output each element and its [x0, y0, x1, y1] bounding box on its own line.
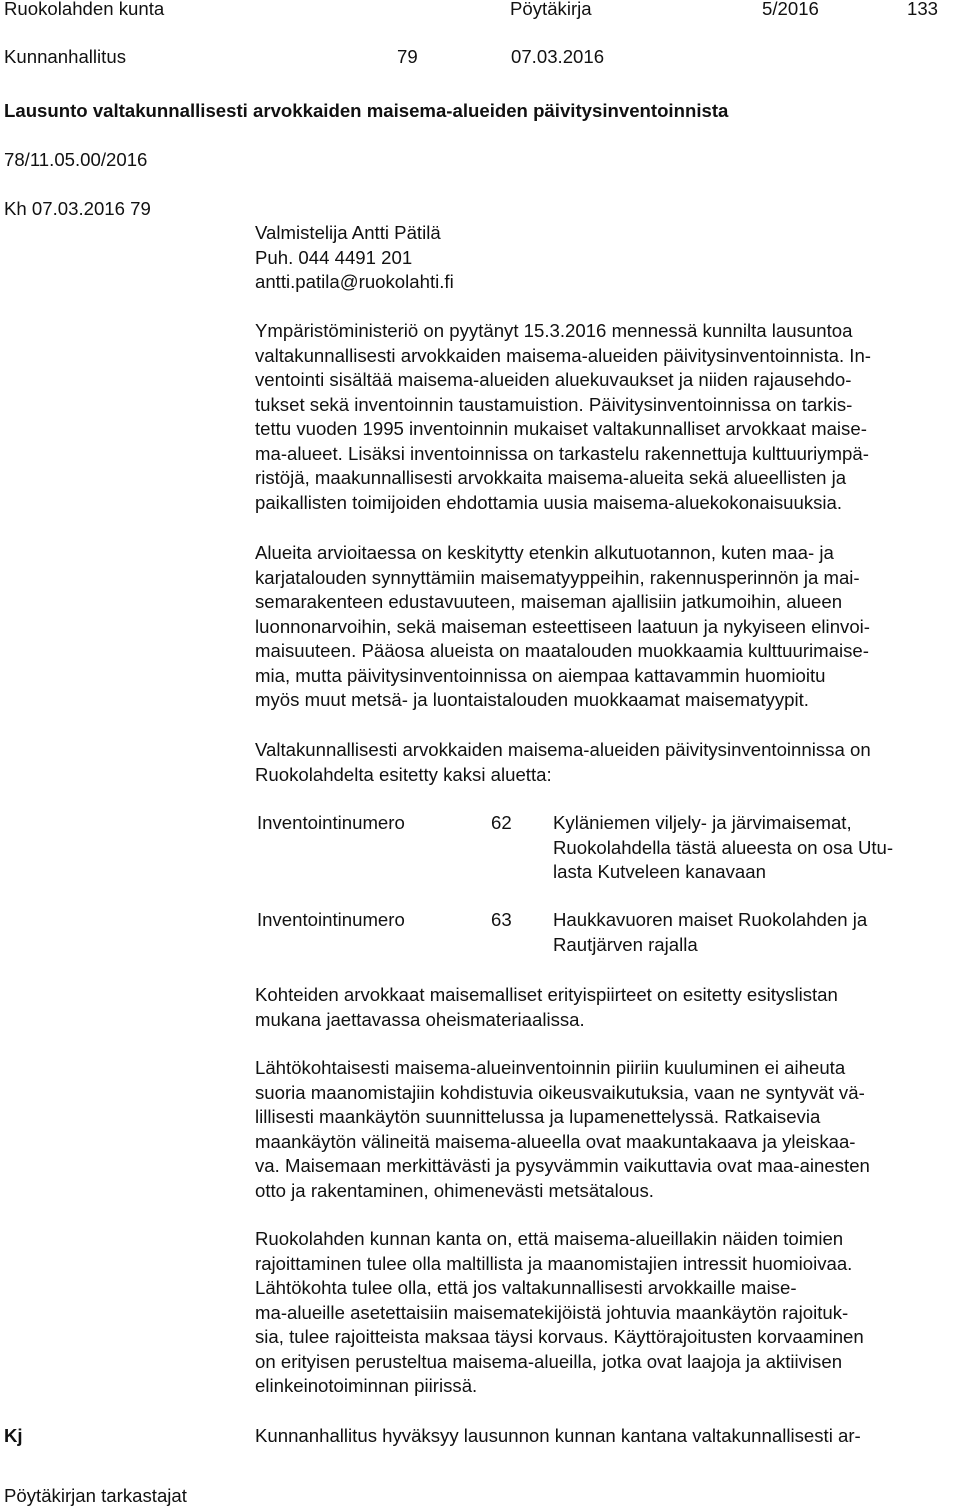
inventory-label: Inventointinumero [257, 909, 405, 930]
page-number: 133 [907, 0, 939, 19]
preparer-phone: Puh. 044 4491 201 [255, 247, 413, 268]
paragraph-assessment [255, 541, 960, 713]
paragraph-areas-intro [255, 738, 960, 787]
text-line: myös muut metsä- ja luontaistalouden muokkaamat maisematyypit. [255, 689, 809, 710]
paragraph-legal-effects [255, 1056, 960, 1203]
text-line: valtakunnallisesti arvokkaiden maisema-alueiden päivitysinventoinnista. In- [255, 344, 871, 366]
text-line: lasta Kutveleen kanavaan [553, 861, 766, 882]
text-line: suoria maanomistajiin kohdistuvia oikeusvaikutuksia, vaan ne syntyvät vä- [255, 1081, 865, 1103]
document-title: Lausunto valtakunnallisesti arvokkaiden maisema-alueiden päivitysinventoinnista [4, 100, 729, 121]
preparer-email: antti.patila@ruokolahti.fi [255, 271, 454, 292]
text-line: Ruokolahdella tästä alueesta on osa Utu- [553, 836, 894, 858]
text-line: semarakenteen edustavuuteen, maiseman ajallisiin jatkumoihin, alueen [255, 591, 843, 612]
inventory-number: 62 [491, 812, 512, 833]
text-line: Ruokolahden kunnan kanta on, että maisema-alueillakin näiden toimien [255, 1228, 844, 1249]
inventory-description [553, 811, 893, 885]
proposal-label: Kj [4, 1425, 23, 1446]
text-line: otto ja rakentaminen, ohimenevästi metsätalous. [255, 1179, 654, 1201]
text-line: paikallisten toimijoiden ehdottamia uusia maisema-aluekokonaisuuksia. [255, 491, 843, 513]
text-line: Lähtökohta tulee olla, että jos valtakunnallisesti arvokkaille maise- [255, 1277, 797, 1298]
text-line: elinkeinotoiminnan piirissä. [255, 1375, 478, 1396]
text-line: on erityisen perusteltua maisema-alueilla, jotka ovat laajoja ja aktiivisen [255, 1350, 843, 1372]
text-line: tettu vuoden 1995 inventoinnin mukaiset valtakunnalliset arvokkaat maise- [255, 418, 867, 439]
text-line: sia, tulee rajoitteista maksaa täysi korvaus. Käyttörajoitusten korvaaminen [255, 1326, 864, 1347]
text-line: luonnonarvoihin, sekä maiseman esteettiseen laatuun ja nykyiseen elinvoi- [255, 615, 870, 637]
text-line: Rautjärven rajalla [553, 933, 698, 955]
text-line: Kyläniemen viljely- ja järvimaisemat, [553, 812, 852, 833]
text-line: Ruokolahdelta esitetty kaksi aluetta: [255, 763, 552, 785]
paragraph-municipality-position [255, 1227, 960, 1399]
text-line: tukset sekä inventoinnin taustamuistion. Päivitysinventoinnissa on tarkis- [255, 393, 853, 415]
text-line: Valtakunnallisesti arvokkaiden maisema-alueiden päivitysinventoinnissa on [255, 739, 871, 760]
text-line: va. Maisemaan merkittävästi ja pysyvämmin vaikuttavia ovat maa-ainesten [255, 1155, 870, 1176]
inventory-row [257, 908, 957, 958]
text-line: Ympäristöministeriö on pyytänyt 15.3.2016 mennessä kunnilta lausuntoa [255, 320, 853, 341]
text-line: Lähtökohtaisesti maisema-alueinventoinnin piiriin kuuluminen ei aiheuta [255, 1057, 846, 1078]
meeting-date: 07.03.2016 [511, 46, 605, 67]
document-type: Pöytäkirja [510, 0, 592, 19]
text-line: mukana jaettavassa oheismateriaalissa. [255, 1008, 585, 1030]
document-number: 5/2016 [762, 0, 819, 19]
text-line: mia, mutta päivitysinventoinnissa on aiempaa kattavammin huomioitu [255, 664, 826, 686]
paragraph-materials [255, 983, 960, 1032]
inventory-row [257, 811, 957, 885]
inventory-number: 63 [491, 909, 512, 930]
text-line: rajoittaminen tulee olla maltillista ja maanomistajien intressit huomioivaa. [255, 1252, 853, 1274]
text-line: maisuuteen. Pääosa alueista on maatalouden muokkaamia kulttuurimaise- [255, 640, 869, 661]
text-line: ristöjä, maakunnallisesti arvokkaita maisema-alueita sekä alueellisten ja [255, 467, 847, 488]
inventory-description [553, 908, 867, 957]
municipality-name: Ruokolahden kunta [4, 0, 165, 19]
text-line: ventointi sisältää maisema-alueiden aluekuvaukset ja niiden rajausehdo- [255, 369, 852, 390]
text-line: ma-alueet. Lisäksi inventoinnissa on tarkastelu rakennettuja kulttuuriympä- [255, 442, 869, 464]
inventory-label: Inventointinumero [257, 812, 405, 833]
governing-body: Kunnanhallitus [4, 46, 126, 67]
preparer-name: Valmistelija Antti Pätilä [255, 222, 441, 243]
record-number: 78/11.05.00/2016 [4, 149, 148, 170]
section-number: 79 [397, 46, 418, 67]
footer-reviewers: Pöytäkirjan tarkastajat [4, 1485, 187, 1506]
meeting-reference: Kh 07.03.2016 79 [4, 198, 151, 219]
text-line: lillisesti maankäytön suunnittelussa ja lupamenettelyssä. Ratkaisevia [255, 1106, 821, 1127]
text-line: Haukkavuoren maiset Ruokolahden ja [553, 909, 868, 930]
text-line: karjatalouden synnyttämiin maisematyyppeihin, rakennusperinnön ja mai- [255, 566, 860, 588]
proposal-text: Kunnanhallitus hyväksyy lausunnon kunnan kantana valtakunnallisesti ar- [255, 1425, 861, 1446]
text-line: Kohteiden arvokkaat maisemalliset erityispiirteet on esitetty esityslistan [255, 984, 838, 1005]
paragraph-background [255, 319, 960, 515]
text-line: ma-alueille asetettaisiin maisematekijöistä johtuvia maankäytön rajoituk- [255, 1301, 849, 1323]
text-line: maankäytön välineitä maisema-alueella ovat maakuntakaava ja yleiskaa- [255, 1130, 856, 1152]
text-line: Alueita arvioitaessa on keskitytty etenkin alkutuotannon, kuten maa- ja [255, 542, 834, 563]
